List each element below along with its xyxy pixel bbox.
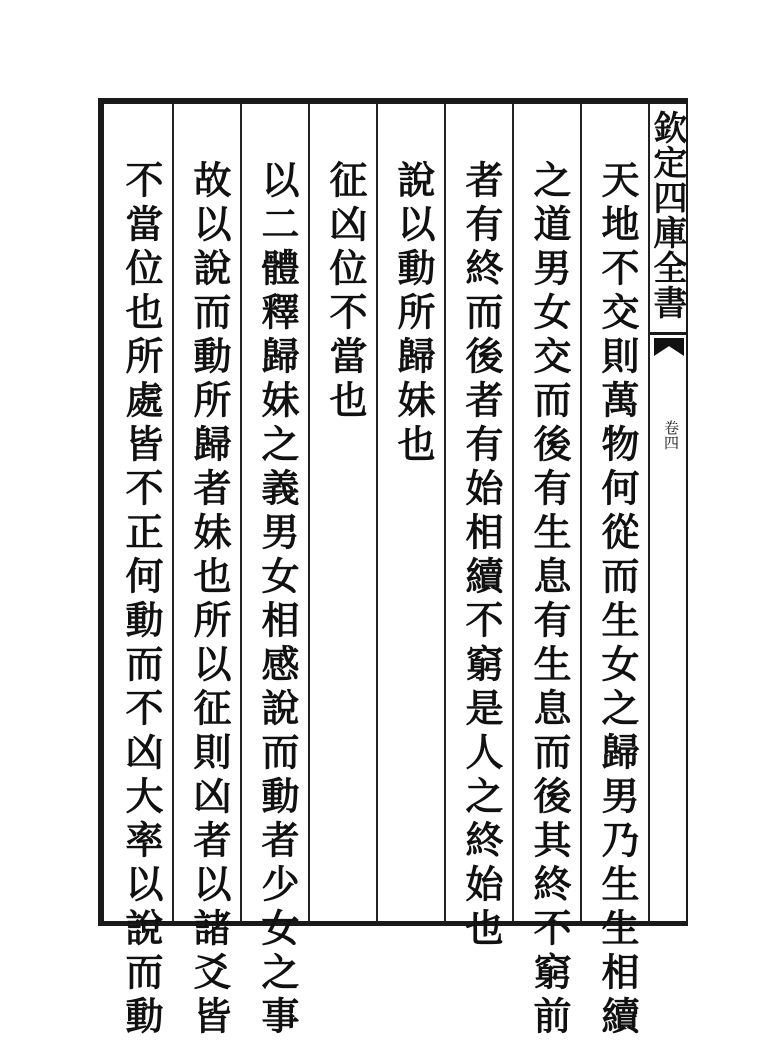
text-column-3: 者有終而後者有始相續不窮是人之終始也 bbox=[459, 160, 504, 952]
text-column-1: 天地不交則萬物何從而生女之歸男乃生生相續 bbox=[595, 160, 640, 1040]
text-column-8: 不當位也所處皆不正何動而不凶大率以說而動 bbox=[119, 160, 164, 1040]
book-title: 欽定四庫全書 bbox=[647, 110, 687, 320]
text-column-4: 說以動所歸妹也 bbox=[391, 160, 436, 468]
column-rule bbox=[376, 104, 378, 922]
column-rule bbox=[512, 104, 514, 922]
volume-mark: 卷四 bbox=[662, 420, 680, 450]
column-rule bbox=[308, 104, 310, 922]
column-rule bbox=[444, 104, 446, 922]
text-column-7: 故以說而動所歸者妹也所以征則凶者以諸爻皆 bbox=[187, 160, 232, 1040]
column-rule bbox=[648, 104, 650, 922]
column-rule bbox=[172, 104, 174, 922]
text-column-5: 征凶位不當也 bbox=[323, 160, 368, 424]
column-rule bbox=[580, 104, 582, 922]
column-rule bbox=[240, 104, 242, 922]
text-column-6: 以二體釋歸妹之義男女相感說而動者少女之事 bbox=[255, 160, 300, 1040]
text-column-2: 之道男女交而後有生息有生息而後其終不窮前 bbox=[527, 160, 572, 1040]
